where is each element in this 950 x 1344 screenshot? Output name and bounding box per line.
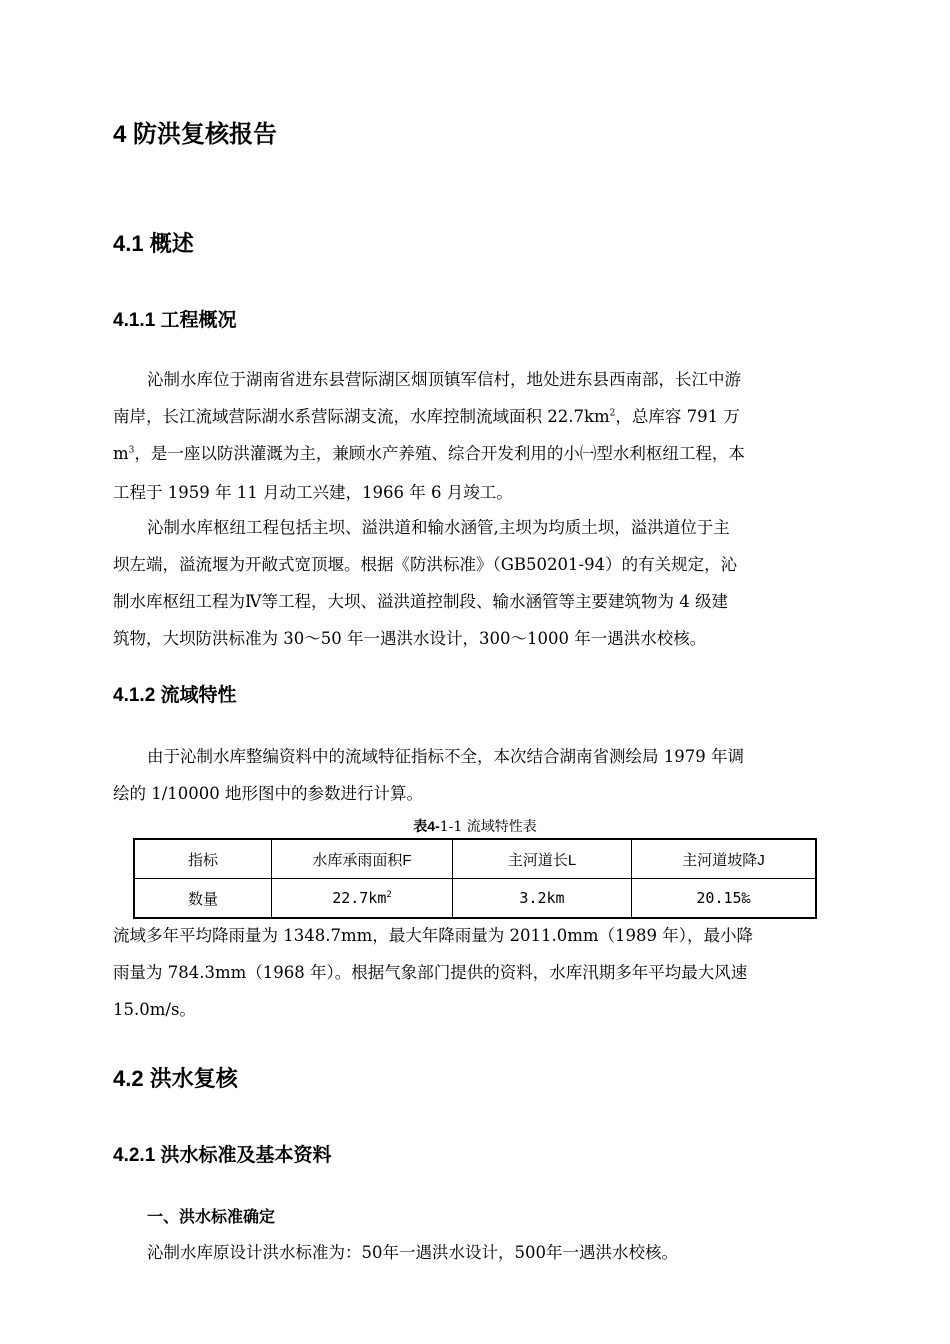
chapter-heading: 4 防洪复核报告 (113, 121, 278, 148)
superscript: 2 (386, 890, 392, 900)
table-cell: 3.2km (453, 879, 632, 919)
caption-number: 表4- (413, 818, 440, 834)
section-heading-4-2: 4.2 洪水复核 (113, 1066, 238, 1091)
paragraph-line: 沁制水库枢纽工程包括主坝、溢洪道和输水涵管,主坝为均质土坝，溢洪道位于主 (147, 518, 730, 537)
text-fragment: ，是一座以防洪灌溉为主，兼顾水产养殖、综合开发利用的小㈠型水利枢纽工程，本 (134, 444, 745, 463)
table-cell: 数量 (134, 879, 272, 919)
text-fragment (113, 403, 740, 427)
table-cell (272, 879, 453, 919)
basin-characteristics-table (133, 838, 817, 919)
table-cell: 20.15‰ (632, 879, 817, 919)
superscript: 3 (128, 445, 135, 456)
text-fragment: 南岸，长江流域营际湖水系营际湖支流，水库控制流域面积 22.7km (113, 407, 610, 426)
paragraph-line: 沁制水库原设计洪水标准为：50年一遇洪水设计，500年一遇洪水校核。 (147, 1243, 678, 1262)
section-heading-4-1-2: 4.1.2 流域特性 (113, 685, 237, 706)
table-header-cell: 主河道长L (453, 839, 632, 879)
paragraph-line: 工程于 1959 年 11 月动工兴建，1966 年 6 月竣工。 (113, 483, 513, 502)
paragraph-line: 由于沁制水库整编资料中的流域特征指标不全，本次结合湖南省测绘局 1979 年调 (147, 747, 744, 766)
table-caption (0, 816, 950, 836)
table-header-cell: 水库承雨面积F (272, 839, 453, 879)
paragraph-line: 筑物，大坝防洪标准为 30～50 年一遇洪水设计，300～1000 年一遇洪水校核。 (113, 629, 707, 648)
paragraph-line: 制水库枢纽工程为Ⅳ等工程，大坝、溢洪道控制段、输水涵管等主要建筑物为 4 级建 (113, 592, 728, 611)
table-header-row (134, 839, 816, 879)
table-header-cell: 主河道坡降J (632, 839, 817, 879)
paragraph-line (113, 440, 838, 464)
paragraph-line: 绘的 1/10000 地形图中的参数进行计算。 (113, 784, 424, 803)
text-fragment: ，总库容 791 万 (615, 407, 740, 426)
section-heading-4-1: 4.1 概述 (113, 231, 194, 256)
caption-text: 1-1 流域特性表 (439, 819, 537, 835)
paragraph-line: 坝左端，溢流堰为开敞式宽顶堰。根据《防洪标准》（GB50201-94）的有关规定，沁 (113, 555, 738, 574)
text-fragment: m (113, 444, 129, 463)
paragraph-line: 沁制水库位于湖南省进东县营际湖区烟顶镇军信村，地处进东县西南部，长江中游 (147, 370, 741, 389)
cell-value: 22.7km (332, 889, 387, 907)
text-fragment (113, 440, 745, 464)
paragraph-line (113, 403, 838, 427)
paragraph-line: 雨量为 784.3mm（1968 年）。根据气象部门提供的资料，水库汛期多年平均最大风速 (113, 963, 748, 982)
subsection-heading: 一、洪水标准确定 (147, 1209, 276, 1226)
table-header-cell: 指标 (134, 839, 272, 879)
paragraph-line: 流域多年平均降雨量为 1348.7mm，最大年降雨量为 2011.0mm（1989 年），最小降 (113, 926, 754, 945)
table-row (134, 879, 816, 919)
paragraph-line: 15.0m/s。 (113, 1000, 196, 1019)
section-heading-4-1-1: 4.1.1 工程概况 (113, 310, 237, 331)
section-heading-4-2-1: 4.2.1 洪水标准及基本资料 (113, 1145, 332, 1166)
superscript: 2 (609, 408, 616, 419)
